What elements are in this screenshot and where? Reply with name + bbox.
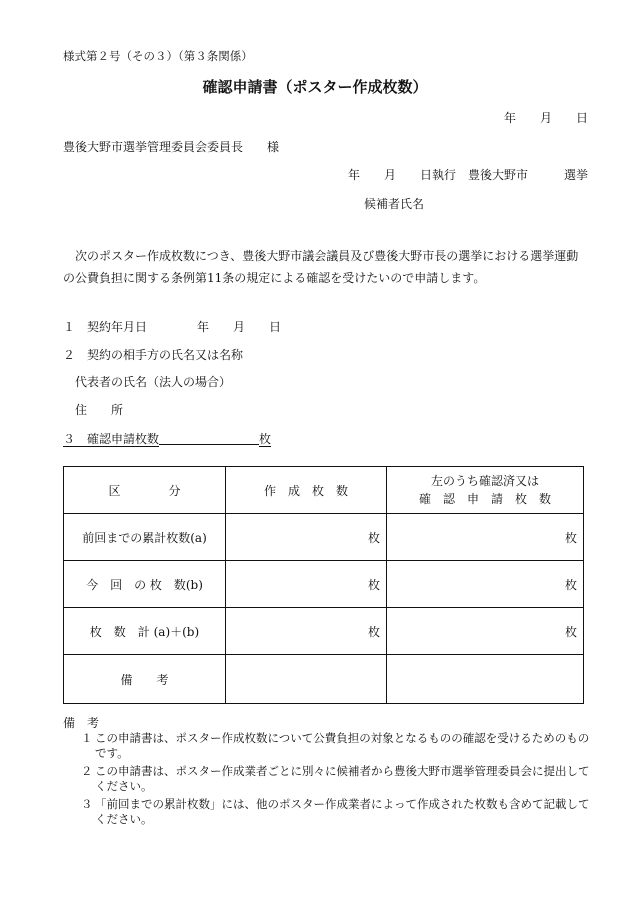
produced-cell[interactable]: 枚	[226, 608, 387, 655]
row-label: 前回までの累計枚数(a)	[64, 514, 226, 561]
body-text: 次のポスター作成枚数につき、豊後大野市議会議員及び豊後大野市長の選挙における選挙運動の公費負担に関する条例第11条の規定による確認を受けたいので申請します。	[63, 249, 579, 285]
addressee: 豊後大野市選挙管理委員会委員長 様	[63, 140, 280, 154]
header-confirmed-line2: 確 認 申 請 枚 数	[418, 492, 551, 506]
row-label: 枚 数 計 (a)＋(b)	[64, 608, 226, 655]
contract-date-label: １ 契約年月日	[63, 320, 148, 334]
remarks-produced-cell[interactable]	[226, 655, 387, 704]
table-row	[64, 514, 584, 561]
contract-date-value: 年 月 日	[197, 320, 282, 334]
document-title: 確認申請書（ポスター作成枚数）	[202, 78, 428, 96]
confirmed-cell[interactable]: 枚	[387, 608, 584, 655]
note-number: ３	[81, 797, 93, 811]
election-line: 年 月 日執行 豊後大野市 選挙	[347, 168, 588, 182]
table-row	[64, 655, 584, 704]
table-row	[64, 608, 584, 655]
representative-label: 代表者の氏名（法人の場合）	[75, 375, 232, 389]
table-row	[64, 561, 584, 608]
produced-cell[interactable]: 枚	[226, 561, 387, 608]
note-text: 「前回までの累計枚数」には、他のポスター作成業者によって作成された枚数も含めて記載してください。	[95, 797, 590, 826]
note-number: １	[81, 731, 93, 745]
form-number: 様式第２号（その３）（第３条関係）	[63, 49, 253, 63]
header-confirmed-line1: 左のうち確認済又は	[430, 474, 539, 488]
requested-count-label: ３ 確認申請枚数	[63, 432, 160, 446]
note-text: この申請書は、ポスター作成枚数について公費負担の対象となるものの確認を受けるためのものです。	[95, 731, 590, 760]
remarks-confirmed-cell[interactable]	[387, 655, 584, 704]
note-text: この申請書は、ポスター作成業者ごとに別々に候補者から豊後大野市選挙管理委員会に提出してください。	[95, 764, 590, 793]
requested-count-unit: 枚	[259, 432, 272, 446]
note-item	[81, 731, 591, 761]
header-category: 区 分	[64, 467, 226, 514]
confirmed-cell[interactable]: 枚	[387, 514, 584, 561]
header-confirmed	[387, 467, 584, 514]
requested-count	[63, 430, 271, 447]
row-label: 今 回 の 枚 数(b)	[64, 561, 226, 608]
candidate-name-label: 候補者氏名	[364, 197, 425, 211]
note-number: ２	[81, 764, 93, 778]
requested-count-blank[interactable]	[159, 431, 259, 445]
notes-title: 備 考	[63, 716, 100, 730]
address-label: 住 所	[75, 403, 124, 417]
table-header-row	[64, 467, 584, 514]
confirmed-cell[interactable]: 枚	[387, 561, 584, 608]
row-label: 備 考	[64, 655, 226, 704]
count-table	[63, 466, 584, 704]
produced-cell[interactable]: 枚	[226, 514, 387, 561]
notes-list	[81, 731, 591, 830]
header-produced: 作 成 枚 数	[226, 467, 387, 514]
note-item	[81, 764, 591, 794]
note-item	[81, 797, 591, 827]
application-date: 年 月 日	[503, 111, 588, 125]
contractor-name-label: ２ 契約の相手方の氏名又は名称	[63, 348, 244, 362]
